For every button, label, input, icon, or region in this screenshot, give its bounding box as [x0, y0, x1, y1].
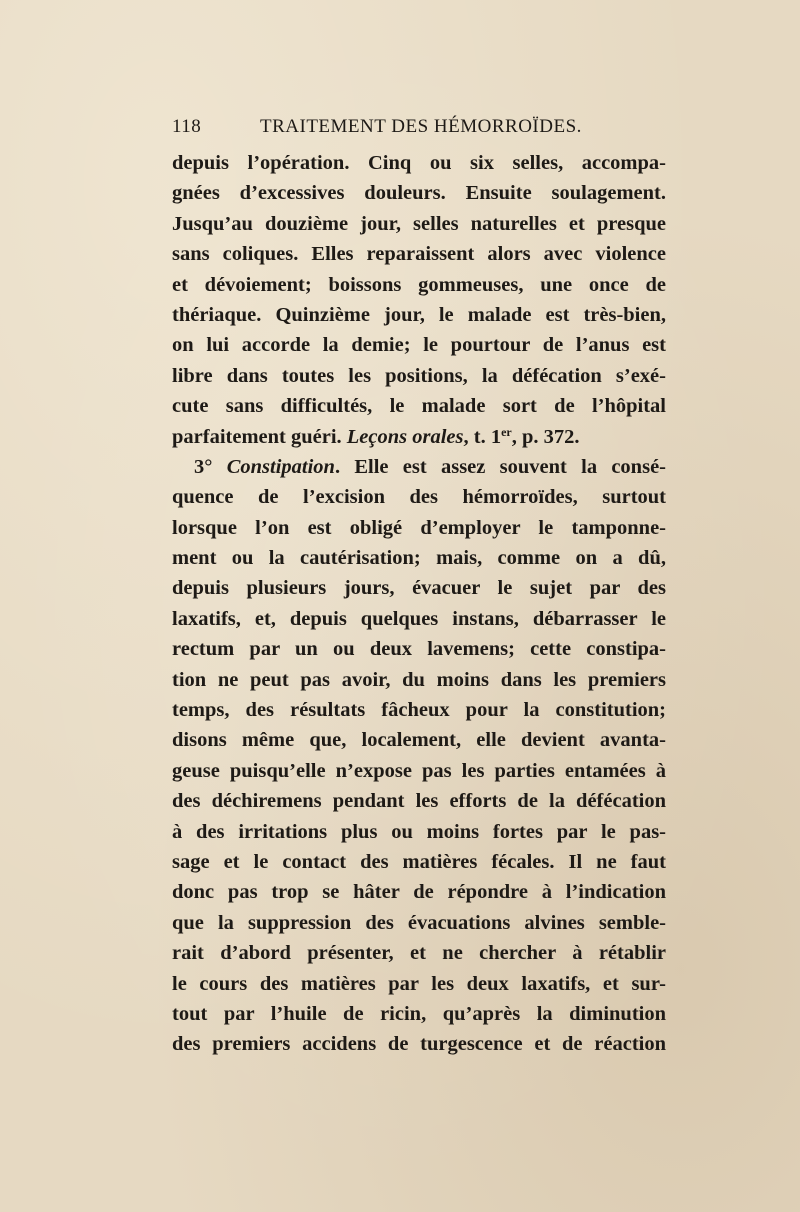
text-line: temps, des résultats fâcheux pour la constitution; [172, 699, 666, 722]
text-line: quence de l’excision des hémorroïdes, surtout [172, 486, 666, 509]
text-line: lorsque l’on est obligé d’employer le tamponne- [172, 516, 666, 539]
text-line-citation [172, 422, 666, 452]
section-number: 3° [194, 455, 227, 478]
text-line: sage et le contact des matières fécales. Il ne faut [172, 850, 666, 873]
text-line: des premiers accidens de turgescence et de réaction [172, 1033, 666, 1056]
section-lead-text: . Elle est assez souvent la consé- [334, 455, 666, 478]
text-line: rait d’abord présenter, et ne chercher à rétablir [172, 942, 666, 965]
text-line: le cours des matières par les deux laxatifs, et sur- [172, 972, 666, 995]
text-line: disons même que, localement, elle devient avanta- [172, 729, 666, 752]
text-line: tout par l’huile de ricin, qu’après la diminution [172, 1002, 666, 1025]
citation-title: Leçons orales [346, 425, 464, 448]
text-line: et dévoiement; boissons gommeuses, une once de [172, 273, 666, 296]
body-text [172, 148, 666, 1060]
text-line: des déchiremens pendant les efforts de la défécation [172, 790, 666, 813]
text-line: cute sans difficultés, le malade sort de l’hôpital [172, 395, 666, 418]
citation-page: , p. 372. [511, 425, 580, 448]
text-line: on lui accorde la demie; le pourtour de l’anus est [172, 334, 666, 357]
citation-superscript: er [501, 424, 512, 439]
text-line: rectum par un ou deux lavemens; cette constipa- [172, 638, 666, 661]
text-line: donc pas trop se hâter de répondre à l’indication [172, 881, 666, 904]
text-line: depuis plusieurs jours, évacuer le sujet par des [172, 577, 666, 600]
citation-volume: , t. 1 [463, 425, 502, 448]
text-line: gnées d’excessives douleurs. Ensuite soulagement. [172, 182, 666, 205]
text-line: Jusqu’au douzième jour, selles naturelles et presque [172, 212, 666, 235]
text-line: tion ne peut pas avoir, du moins dans les premiers [172, 668, 666, 691]
text-line: libre dans toutes les positions, la défécation s’exé- [172, 364, 666, 387]
text-line: laxatifs, et, depuis quelques instans, débarrasser le [172, 607, 666, 630]
text-line: depuis l’opération. Cinq ou six selles, accompa- [172, 152, 666, 174]
text-line: que la suppression des évacuations alvines semble- [172, 911, 666, 934]
text-line: sans coliques. Elles reparaissent alors avec violence [172, 243, 666, 266]
citation-lead: parfaitement guéri. [172, 425, 347, 448]
running-title: TRAITEMENT DES HÉMORROÏDES. [260, 116, 582, 137]
section-heading-line [172, 452, 666, 482]
page-number: 118 [172, 116, 202, 137]
running-head [172, 116, 666, 144]
text-line: à des irritations plus ou moins fortes par le pas- [172, 820, 666, 843]
text-line: ment ou la cautérisation; mais, comme on a dû, [172, 547, 666, 570]
text-line: geuse puisqu’elle n’expose pas les parties entamées à [172, 759, 666, 782]
text-line: thériaque. Quinzième jour, le malade est très-bien, [172, 303, 666, 326]
section-title: Constipation [226, 455, 335, 478]
